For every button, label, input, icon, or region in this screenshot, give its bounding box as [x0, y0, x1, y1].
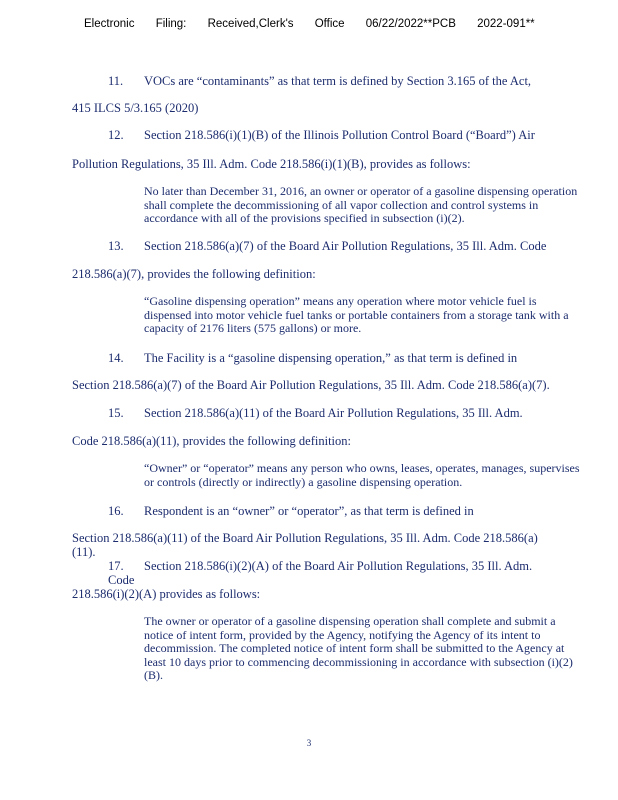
paragraph-number: 15. — [108, 406, 124, 420]
paragraph-text: Section 218.586(a)(7) of the Board Air Pollution Regulations, 35 Ill. Adm. Code — [144, 239, 547, 253]
paragraph-14 — [72, 351, 558, 365]
paragraph-number: 11. — [108, 74, 124, 88]
paragraph-16 — [72, 504, 558, 518]
header-office: Office — [314, 18, 345, 30]
paragraph-number: 12. — [108, 128, 124, 142]
paragraph-11 — [72, 74, 558, 88]
paragraph-14-continued: Section 218.586(a)(7) of the Board Air Pollution Regulations, 35 Ill. Adm. Code 218.586(a)(7). — [72, 378, 550, 392]
header-electronic: Electronic — [84, 18, 135, 30]
paragraph-text: Section 218.586(i)(2)(A) of the Board Air Pollution Regulations, 35 Ill. Adm. Code — [108, 559, 533, 587]
block-quote-13: “Gasoline dispensing operation” means any operation where motor vehicle fuel is dispensed into motor vehicle fuel tanks or portable containers from a storage tank with a capacity of 2176 liters (575 gallons) or more. — [144, 294, 569, 335]
paragraph-17 — [72, 559, 558, 587]
paragraph-16-continued: Section 218.586(a)(11) of the Board Air Pollution Regulations, 35 Ill. Adm. Code 218.586(a)(11). — [72, 531, 538, 559]
header-received: Received,Clerk's — [207, 18, 294, 30]
paragraph-text: Respondent is an “owner” or “operator”, as that term is defined in — [144, 504, 474, 518]
paragraph-12-continued: Pollution Regulations, 35 Ill. Adm. Code 218.586(i)(1)(B), provides as follows: — [72, 157, 471, 171]
filing-header — [84, 18, 578, 30]
paragraph-number: 16. — [108, 504, 124, 518]
paragraph-12 — [72, 128, 558, 142]
paragraph-13 — [72, 239, 558, 253]
block-quote-17: The owner or operator of a gasoline dispensing operation shall complete and submit a notice of intent form, provided by the Agency, notifying the Agency of its intent to decommission. The completed notice of intent form shall be submitted to the Agency at least 10 days prior to commencing decommissioning in accordance with subsection (i)(2)(B). — [144, 614, 573, 682]
paragraph-number: 14. — [108, 351, 124, 365]
paragraph-number: 13. — [108, 239, 124, 253]
paragraph-15 — [72, 406, 558, 420]
paragraph-11-continued: 415 ILCS 5/3.165 (2020) — [72, 101, 199, 115]
header-filing: Filing: — [155, 18, 187, 30]
header-case: 2022-091** — [477, 18, 535, 30]
block-quote-12: No later than December 31, 2016, an owner or operator of a gasoline dispensing operation shall complete the decommissioning of all vapor collection and control systems in accordance with all of the provisions specified in subsection (i)(2). — [144, 184, 578, 225]
header-date: 06/22/2022**PCB — [365, 18, 456, 30]
paragraph-number: 17. — [108, 559, 124, 573]
paragraph-text: The Facility is a “gasoline dispensing operation,” as that term is defined in — [144, 351, 518, 365]
paragraph-text: Section 218.586(i)(1)(B) of the Illinois Pollution Control Board (“Board”) Air — [144, 128, 535, 142]
page-number: 3 — [306, 738, 312, 748]
paragraph-17-continued: 218.586(i)(2)(A) provides as follows: — [72, 587, 261, 601]
paragraph-15-continued: Code 218.586(a)(11), provides the following definition: — [72, 434, 351, 448]
paragraph-text: VOCs are “contaminants” as that term is defined by Section 3.165 of the Act, — [144, 74, 532, 88]
paragraph-text: Section 218.586(a)(11) of the Board Air Pollution Regulations, 35 Ill. Adm. — [144, 406, 523, 420]
paragraph-13-continued: 218.586(a)(7), provides the following definition: — [72, 267, 316, 281]
block-quote-15: “Owner” or “operator” means any person who owns, leases, operates, manages, supervises or controls (directly or indirectly) a gasoline dispensing operation. — [144, 461, 580, 489]
